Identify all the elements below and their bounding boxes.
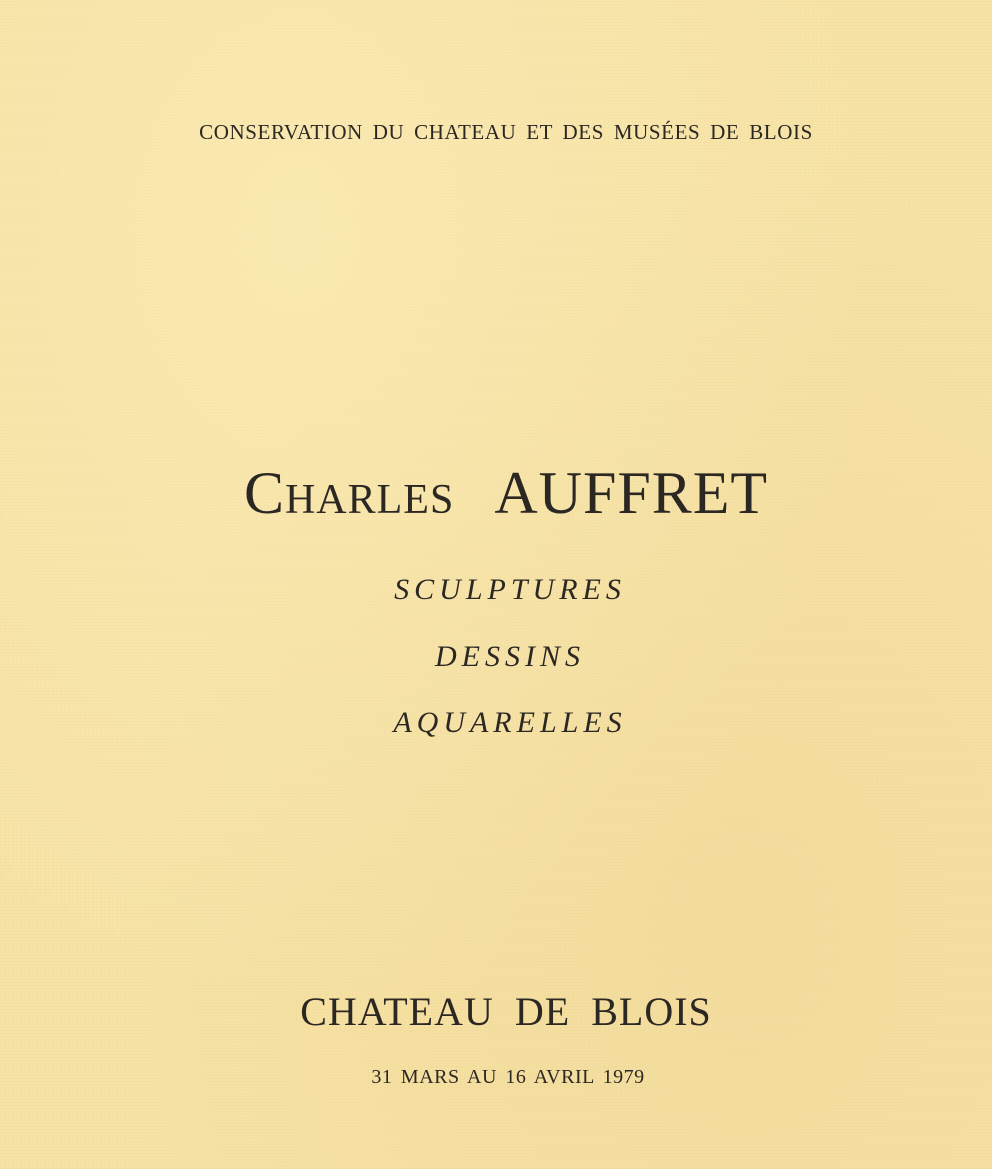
- medium-sculptures: SCULPTURES: [394, 573, 626, 606]
- medium-dessins: DESSINS: [435, 640, 585, 673]
- exhibition-dates: 31 MARS AU 16 AVRIL 1979: [371, 1066, 645, 1088]
- institution-heading: CONSERVATION DU CHATEAU ET DES MUSÉES DE BLOIS: [199, 120, 813, 144]
- artist-first-name: Charles: [243, 460, 455, 526]
- venue-title: CHATEAU DE BLOIS: [300, 989, 712, 1034]
- artist-name: [10, 457, 992, 529]
- medium-aquarelles: AQUARELLES: [393, 706, 627, 739]
- artist-last-name: AUFFRET: [494, 460, 769, 526]
